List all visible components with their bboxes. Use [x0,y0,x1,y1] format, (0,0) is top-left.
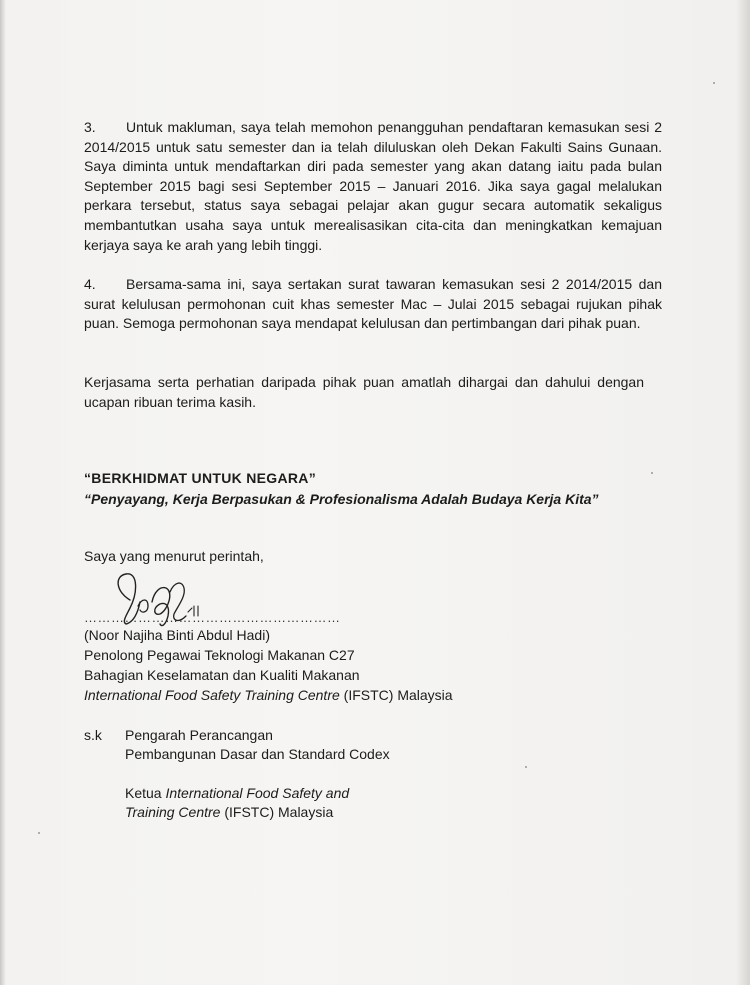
signatory-name: (Noor Najiha Binti Abdul Hadi) [84,627,270,643]
organisation-suffix: (IFSTC) Malaysia [339,687,453,703]
scan-speck [525,766,527,768]
cc-recipient-2-prefix: Ketua [125,785,166,801]
cc-recipient-2-suffix: (IFSTC) Malaysia [220,804,334,820]
signature-dotted-line: ………………………………………………… [84,610,341,625]
closing-paragraph: Kerjasama serta perhatian daripada pihak puan amatlah dihargai dan dahului dengan ucapan ribuan terima kasih. [84,374,644,410]
scan-speck [713,82,715,84]
paragraph-4-text: Bersama-sama ini, saya sertakan surat tawaran kemasukan sesi 2 2014/2015 dan surat kelulusan permohonan cuit khas semester Mac – Julai 2015 sebagai rujukan pihak puan. Semoga permohonan saya mendapat kelulusan dan pertimbangan dari pihak puan. [84,276,662,332]
motto-line-1: “BERKHIDMAT UNTUK NEGARA” [84,470,317,486]
paragraph-3 [84,118,662,255]
signatory-department: Bahagian Keselamatan dan Kualiti Makanan [84,667,360,683]
cc-recipient-1-line-1: Pengarah Perancangan [125,727,273,743]
motto-line-2: “Penyayang, Kerja Berpasukan & Profesionalisma Adalah Budaya Kerja Kita” [84,491,599,507]
cc-recipient-1-line-2: Pembangunan Dasar dan Standard Codex [125,746,390,762]
cc-recipient-2-line-1 [125,784,349,804]
cc-recipient-2-line-2 [125,803,333,823]
paragraph-3-text: Untuk makluman, saya telah memohon penangguhan pendaftaran kemasukan sesi 2 2014/2015 untuk satu semester dan ia telah diluluskan oleh Dekan Fakulti Sains Gunaan. Saya diminta untuk mendaftarkan diri pada semester yang akan datang iaitu pada bulan September 2015 bagi sesi September 2015 – Januari 2016. Jika saya gagal melalukan perkara tersebut, status saya sebagai pelajar akan gugur secara automatik sekaligus membantutkan usaha saya untuk merealisasikan cita-cita dan meningkatkan kemajuan kerjaya saya ke arah yang lebih tinggi. [84,119,662,253]
scan-speck [38,832,40,834]
paragraph-4-number: 4. [84,276,96,292]
scan-speck [651,472,653,474]
organisation-name-italic: International Food Safety Training Centre [84,687,340,703]
salutation: Saya yang menurut perintah, [84,548,264,564]
signatory-organisation [84,686,453,706]
cc-recipient-2-italic-1: International Food Safety and [165,785,350,801]
paragraph-3-number: 3. [84,119,96,135]
page-edge-shadow-left [0,0,6,985]
signatory-position: Penolong Pegawai Teknologi Makanan C27 [84,647,355,663]
paragraph-4 [84,275,662,334]
page-edge-shadow-right [736,0,750,985]
cc-recipient-2-italic-2: Training Centre [125,804,221,820]
cc-label: s.k [84,727,102,743]
